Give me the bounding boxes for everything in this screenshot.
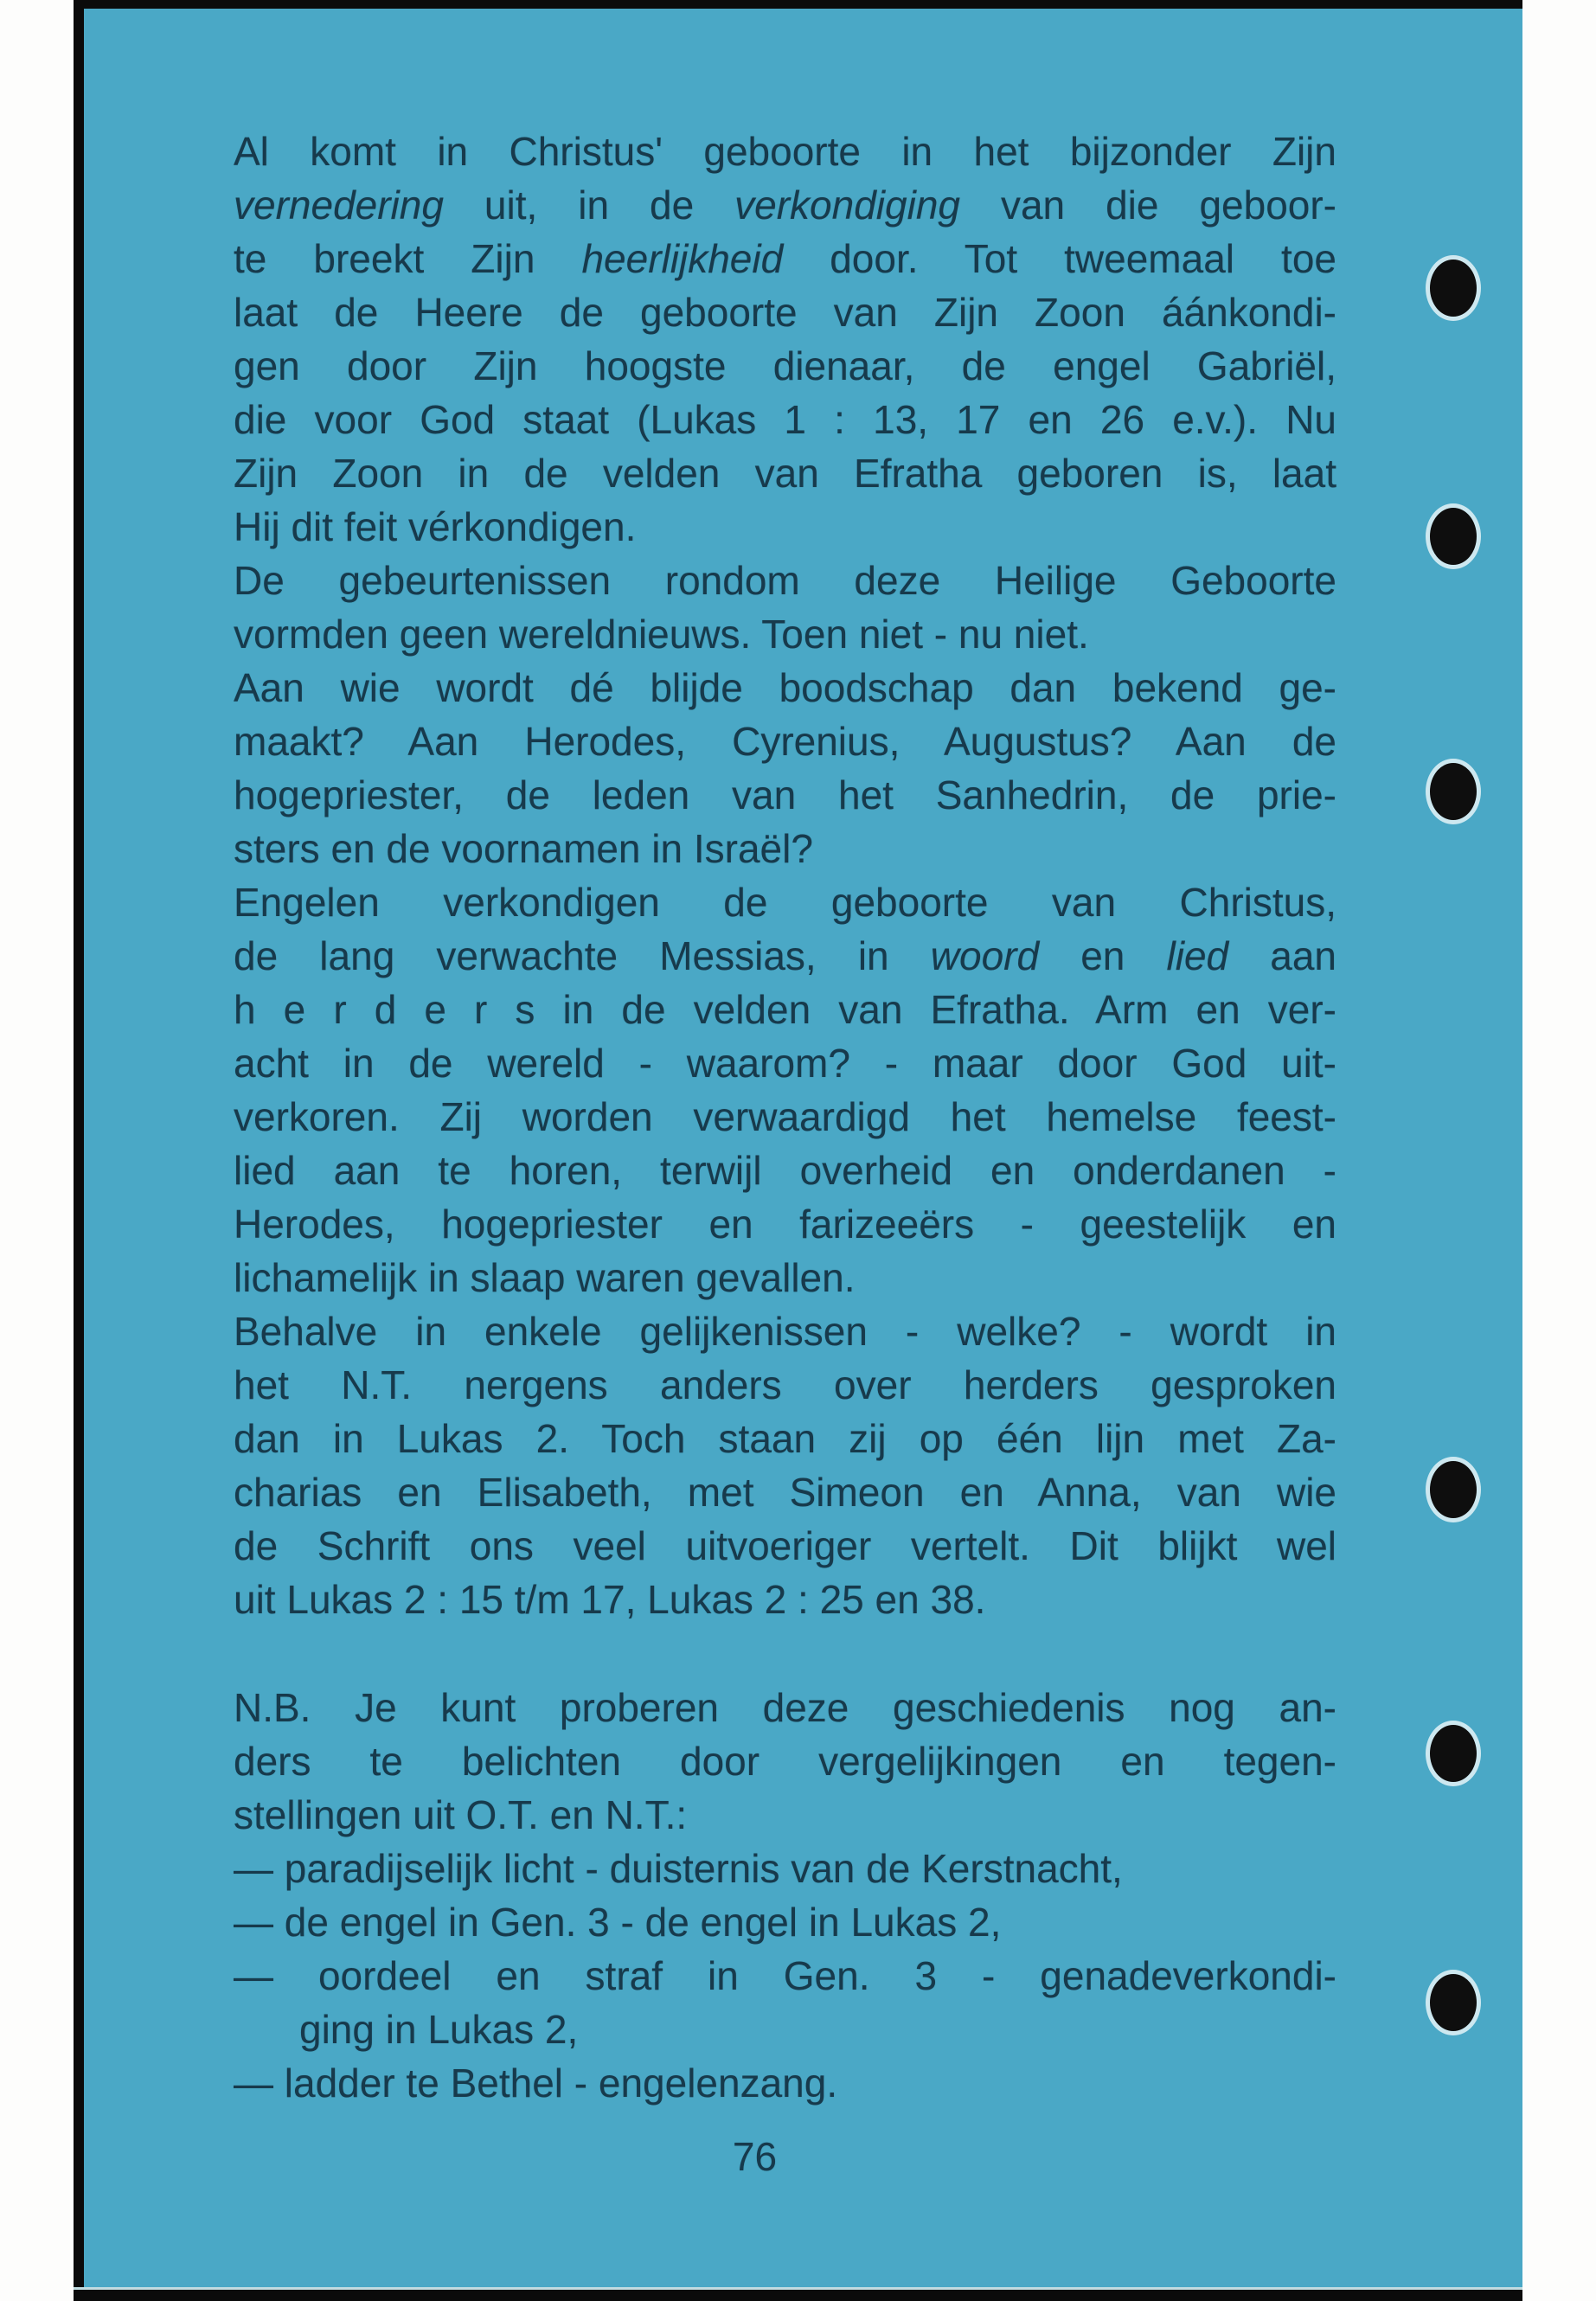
- text-line: [234, 661, 1336, 715]
- text-segment: h e r d e r s in de velden van Efratha. Arm en ver-: [234, 987, 1336, 1032]
- text-line: [234, 232, 1336, 285]
- text-line: [234, 1734, 1336, 1788]
- text-line: [234, 1842, 1336, 1895]
- text-line: [234, 1519, 1336, 1573]
- text-segment: en: [1039, 933, 1167, 978]
- text-line: [234, 1090, 1336, 1144]
- text-segment: Engelen verkondigen de geboorte van Christus,: [234, 880, 1336, 925]
- text-line: [234, 1412, 1336, 1465]
- text-line: [234, 929, 1336, 983]
- text-segment: Behalve in enkele gelijkenissen - welke? - wordt in: [234, 1309, 1336, 1354]
- text-segment: maakt? Aan Herodes, Cyrenius, Augustus? Aan de: [234, 719, 1336, 764]
- text-segment: Zijn Zoon in de velden van Efratha geboren is, laat: [234, 451, 1336, 496]
- text-segment: aan: [1228, 933, 1336, 978]
- text-line: [234, 1251, 1336, 1304]
- text-segment: te breekt Zijn: [234, 236, 582, 281]
- emphasized-text: heerlijkheid: [581, 236, 784, 281]
- text-line: [234, 1895, 1336, 1949]
- scan-top-border: [74, 0, 1522, 9]
- body-text: [234, 125, 1336, 2110]
- text-segment: lied aan te horen, terwijl overheid en onderdanen -: [234, 1148, 1336, 1193]
- text-segment: Aan wie wordt dé blijde boodschap dan bekend ge-: [234, 665, 1336, 710]
- text-segment: de lang verwachte Messias, in: [234, 933, 931, 978]
- text-line: [234, 1573, 1336, 1626]
- text-segment: dan in Lukas 2. Toch staan zij op één lijn met Za-: [234, 1416, 1336, 1461]
- text-line: [234, 1036, 1336, 1090]
- text-segment: Herodes, hogepriester en farizeeërs - geestelijk en: [234, 1202, 1336, 1247]
- text-segment: lichamelijk in slaap waren gevallen.: [234, 1255, 856, 1300]
- text-line: [234, 2056, 1336, 2110]
- text-segment: N.B. Je kunt proberen deze geschiedenis nog an-: [234, 1685, 1336, 1730]
- text-segment: hogepriester, de leden van het Sanhedrin, de prie-: [234, 772, 1336, 817]
- book-page: [84, 9, 1522, 2292]
- text-segment: die voor God staat (Lukas 1 : 13, 17 en 26 e.v.). Nu: [234, 397, 1336, 442]
- text-segment: uit, in de: [443, 183, 735, 228]
- text-line: [234, 875, 1336, 929]
- emphasized-text: woord: [930, 933, 1040, 978]
- text-line: [234, 125, 1336, 178]
- text-line: [234, 178, 1336, 232]
- text-segment: ders te belichten door vergelijkingen en tegen-: [234, 1739, 1336, 1784]
- text-segment: laat de Heere de geboorte van Zijn Zoon áánkondi-: [234, 290, 1336, 335]
- binding-hole: [1426, 255, 1481, 321]
- text-segment: verkoren. Zij worden verwaardigd het hemelse feest-: [234, 1094, 1336, 1139]
- text-line: [234, 1197, 1336, 1251]
- text-segment: vormden geen wereldnieuws. Toen niet - nu niet.: [234, 612, 1089, 657]
- page-number: 76: [732, 2134, 778, 2179]
- text-segment: stellingen uit O.T. en N.T.:: [234, 1792, 688, 1837]
- text-line: [234, 1144, 1336, 1197]
- text-segment: door. Tot tweemaal toe: [783, 236, 1336, 281]
- emphasized-text: vernedering: [234, 183, 444, 228]
- emphasized-text: lied: [1166, 933, 1229, 978]
- text-line: [234, 1949, 1336, 2003]
- text-segment: — paradijselijk licht - duisternis van de Kerstnacht,: [234, 1846, 1123, 1891]
- text-line: [234, 607, 1336, 661]
- text-line: [234, 1681, 1336, 1734]
- text-line: [234, 822, 1336, 875]
- text-segment: van die geboor-: [959, 183, 1336, 228]
- text-segment: — ladder te Bethel - engelenzang.: [234, 2061, 838, 2106]
- text-segment: ging in Lukas 2,: [299, 2007, 579, 2052]
- text-line: [234, 500, 1336, 554]
- text-line: [234, 768, 1336, 822]
- text-line: [234, 393, 1336, 446]
- text-line: [234, 1304, 1336, 1358]
- text-line: [234, 339, 1336, 393]
- text-line: [234, 1465, 1336, 1519]
- binding-hole: [1426, 503, 1481, 569]
- text-line: [234, 285, 1336, 339]
- text-line: [234, 554, 1336, 607]
- text-line: [234, 446, 1336, 500]
- text-segment: charias en Elisabeth, met Simeon en Anna, van wie: [234, 1470, 1336, 1515]
- text-segment: gen door Zijn hoogste dienaar, de engel Gabriël,: [234, 343, 1336, 388]
- binding-hole: [1426, 1457, 1481, 1522]
- text-segment: uit Lukas 2 : 15 t/m 17, Lukas 2 : 25 en 38.: [234, 1577, 986, 1622]
- binding-hole: [1426, 1970, 1481, 2035]
- text-segment: het N.T. nergens anders over herders gesproken: [234, 1362, 1336, 1407]
- text-segment: Al komt in Christus' geboorte in het bijzonder Zijn: [234, 129, 1336, 174]
- scan-left-border: [74, 0, 84, 2301]
- binding-hole: [1426, 1721, 1481, 1786]
- scan-bottom-border: [74, 2287, 1522, 2301]
- text-segment: de Schrift ons veel uitvoeriger vertelt. Dit blijkt wel: [234, 1523, 1336, 1568]
- binding-hole: [1426, 759, 1481, 824]
- emphasized-text: verkondiging: [734, 183, 960, 228]
- text-segment: De gebeurtenissen rondom deze Heilige Geboorte: [234, 558, 1336, 603]
- text-line: [234, 2003, 1336, 2056]
- text-line: [234, 983, 1336, 1036]
- text-line: [234, 715, 1336, 768]
- text-segment: acht in de wereld - waarom? - maar door God uit-: [234, 1041, 1336, 1086]
- text-segment: — de engel in Gen. 3 - de engel in Lukas 2,: [234, 1900, 1002, 1945]
- text-segment: — oordeel en straf in Gen. 3 - genadeverkondi-: [234, 1953, 1336, 1998]
- text-segment: sters en de voornamen in Israël?: [234, 826, 813, 871]
- text-segment: Hij dit feit vérkondigen.: [234, 504, 637, 549]
- text-line: [234, 1358, 1336, 1412]
- text-line: [234, 1788, 1336, 1842]
